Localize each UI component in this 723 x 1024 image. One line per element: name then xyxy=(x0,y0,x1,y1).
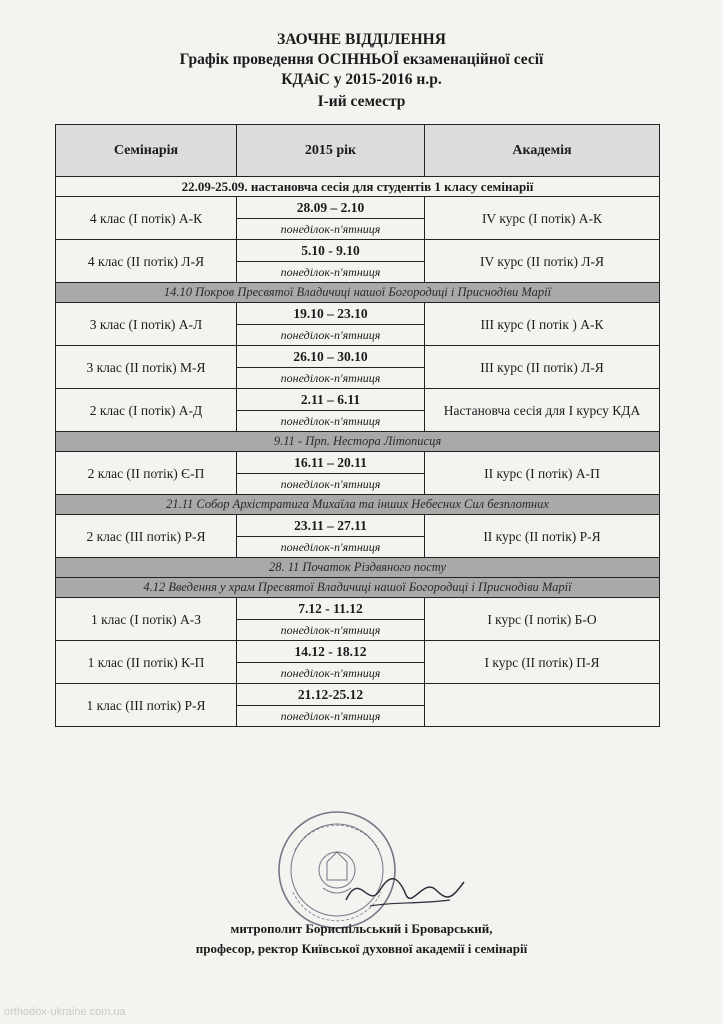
holiday-band-row xyxy=(56,495,660,515)
holiday-band-row xyxy=(56,432,660,452)
table-row xyxy=(56,684,660,706)
table-row xyxy=(56,641,660,663)
table-header-row xyxy=(56,125,660,177)
academy-course-cell: IV курс (І потік) А-К xyxy=(425,197,660,240)
table-row xyxy=(56,303,660,325)
academy-course-cell: ІІ курс (І потік) А-П xyxy=(425,452,660,495)
intro-band-row xyxy=(56,177,660,197)
column-header-year: 2015 рік xyxy=(237,125,425,177)
exam-dates-cell: 7.12 - 11.12 xyxy=(237,598,425,620)
seminary-group-cell: 2 клас (І потік) А-Д xyxy=(56,389,237,432)
holiday-band-row xyxy=(56,578,660,598)
academy-course-cell: І курс (І потік) Б-О xyxy=(425,598,660,641)
exam-dates-cell: 21.12-25.12 xyxy=(237,684,425,706)
exam-dates-cell: 5.10 - 9.10 xyxy=(237,240,425,262)
column-header-academy: Академія xyxy=(425,125,660,177)
seminary-group-cell: 1 клас (І потік) А-З xyxy=(56,598,237,641)
table-row xyxy=(56,452,660,474)
table-row xyxy=(56,389,660,411)
weekdays-cell: понеділок-п'ятниця xyxy=(237,411,425,432)
exam-dates-cell: 2.11 – 6.11 xyxy=(237,389,425,411)
academy-course-cell: III курс (І потік ) А-К xyxy=(425,303,660,346)
holiday-note: 21.11 Собор Архістратига Михаїла та інших Небесних Сил безплотних xyxy=(56,495,660,515)
intro-session-note: 22.09-25.09. настановча сесія для студентів 1 класу семінарії xyxy=(56,177,660,197)
holiday-note: 4.12 Введення у храм Пресвятої Владичиці нашої Богородиці і Приснодіви Марії xyxy=(56,578,660,598)
seminary-group-cell: 1 клас (ІІІ потік) Р-Я xyxy=(56,684,237,727)
weekdays-cell: понеділок-п'ятниця xyxy=(237,537,425,558)
weekdays-cell: понеділок-п'ятниця xyxy=(237,368,425,389)
site-watermark: orthodox-ukraine.com.ua xyxy=(4,1006,126,1018)
exam-dates-cell: 14.12 - 18.12 xyxy=(237,641,425,663)
weekdays-cell: понеділок-п'ятниця xyxy=(237,474,425,495)
doc-institution-year: КДАіС у 2015-2016 н.р. xyxy=(281,71,442,88)
weekdays-cell: понеділок-п'ятниця xyxy=(237,706,425,727)
seminary-group-cell: 3 клас (І потік) А-Л xyxy=(56,303,237,346)
exam-dates-cell: 23.11 – 27.11 xyxy=(237,515,425,537)
doc-title: ЗАОЧНЕ ВІДДІЛЕННЯ xyxy=(277,31,446,48)
holiday-note: 28. 11 Початок Різдвяного посту xyxy=(56,558,660,578)
weekdays-cell: понеділок-п'ятниця xyxy=(237,262,425,283)
table-row xyxy=(56,515,660,537)
holiday-band-row xyxy=(56,558,660,578)
column-header-seminary: Семінарія xyxy=(56,125,237,177)
academy-course-cell xyxy=(425,684,660,727)
signatory-title: митрополит Бориспільський і Броварський, xyxy=(230,921,493,936)
exam-dates-cell: 19.10 – 23.10 xyxy=(237,303,425,325)
seminary-group-cell: 3 клас (ІІ потік) М-Я xyxy=(56,346,237,389)
doc-semester: І-ий семестр xyxy=(317,93,406,110)
table-row xyxy=(56,197,660,219)
seminary-group-cell: 4 клас (І потік) А-К xyxy=(56,197,237,240)
weekdays-cell: понеділок-п'ятниця xyxy=(237,219,425,240)
seminary-group-cell: 2 клас (ІІІ потік) Р-Я xyxy=(56,515,237,558)
seminary-group-cell: 1 клас (ІІ потік) К-П xyxy=(56,641,237,684)
seminary-group-cell: 4 клас (ІІ потік) Л-Я xyxy=(56,240,237,283)
doc-subtitle: Графік проведення ОСІННЬОЇ екзаменаційної сесії xyxy=(179,51,544,68)
signatory-position: професор, ректор Київської духовної академії і семінарії xyxy=(195,941,528,956)
academy-course-cell: ІІ курс (ІІ потік) Р-Я xyxy=(425,515,660,558)
exam-schedule-table xyxy=(55,124,660,727)
table-row xyxy=(56,598,660,620)
table-row xyxy=(56,346,660,368)
academy-course-cell: III курс (ІІ потік) Л-Я xyxy=(425,346,660,389)
academy-course-cell: Настановча сесія для І курсу КДА xyxy=(425,389,660,432)
exam-dates-cell: 16.11 – 20.11 xyxy=(237,452,425,474)
academy-course-cell: І курс (ІІ потік) П-Я xyxy=(425,641,660,684)
exam-dates-cell: 26.10 – 30.10 xyxy=(237,346,425,368)
holiday-note: 14.10 Покров Пресвятої Владичиці нашої Богородиці і Приснодіви Марії xyxy=(56,283,660,303)
weekdays-cell: понеділок-п'ятниця xyxy=(237,620,425,641)
holiday-band-row xyxy=(56,283,660,303)
handwritten-signature xyxy=(340,860,470,920)
weekdays-cell: понеділок-п'ятниця xyxy=(237,325,425,346)
seminary-group-cell: 2 клас (ІІ потік) Є-П xyxy=(56,452,237,495)
exam-dates-cell: 28.09 – 2.10 xyxy=(237,197,425,219)
holiday-note: 9.11 - Прп. Нестора Літописця xyxy=(56,432,660,452)
academy-course-cell: IV курс (ІІ потік) Л-Я xyxy=(425,240,660,283)
table-row xyxy=(56,240,660,262)
weekdays-cell: понеділок-п'ятниця xyxy=(237,663,425,684)
